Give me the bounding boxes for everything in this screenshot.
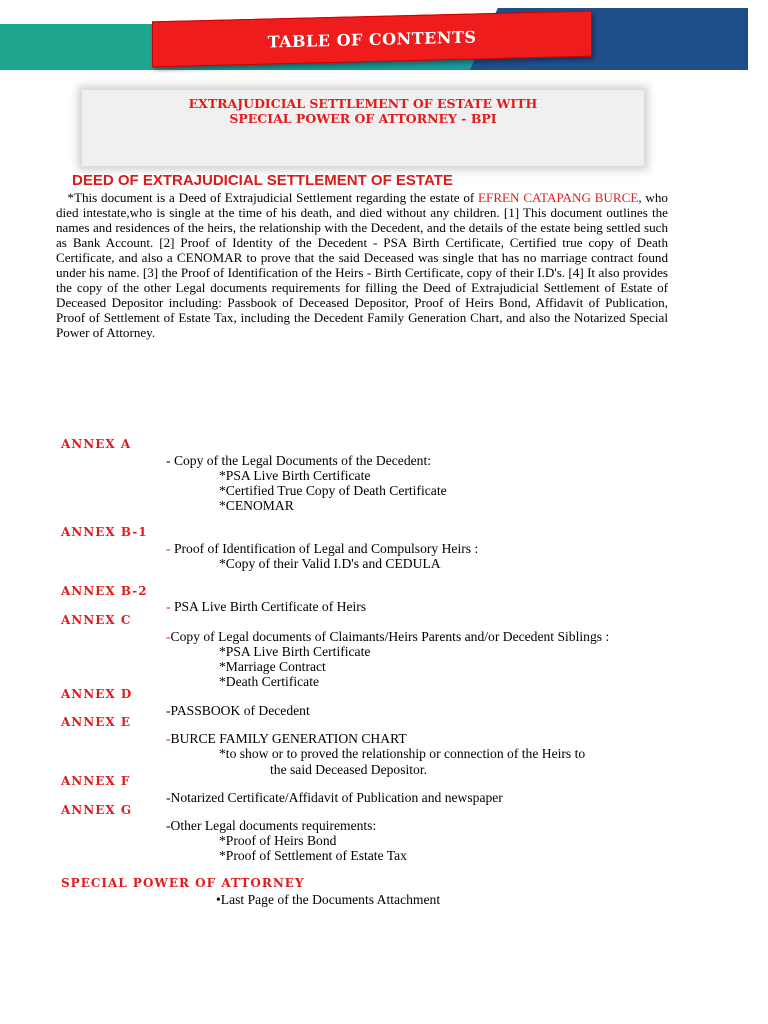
annex-b1-item-1: *Copy of their Valid I.D's and CEDULA bbox=[219, 556, 441, 571]
deed-heading: DEED OF EXTRAJUDICIAL SETTLEMENT OF ESTATE bbox=[72, 172, 453, 189]
annex-c-label: ANNEX C bbox=[61, 613, 132, 627]
annex-f-heading: -Notarized Certificate/Affidavit of Publication and newspaper bbox=[166, 790, 503, 805]
intro-paragraph bbox=[56, 190, 668, 340]
annex-b1-heading: - Proof of Identification of Legal and Compulsory Heirs : bbox=[166, 541, 479, 556]
page-title: TABLE OF CONTENTS bbox=[267, 26, 477, 52]
annex-a-item-3: *CENOMAR bbox=[219, 498, 294, 513]
decedent-name: EFREN CATAPANG BURCE bbox=[478, 190, 639, 205]
spa-label: SPECIAL POWER OF ATTORNEY bbox=[61, 876, 305, 890]
annex-g-item-2: *Proof of Settlement of Estate Tax bbox=[219, 848, 407, 863]
annex-d-heading: -PASSBOOK of Decedent bbox=[166, 703, 310, 718]
annex-g-label: ANNEX G bbox=[61, 803, 133, 817]
annex-b2-heading: - PSA Live Birth Certificate of Heirs bbox=[166, 599, 367, 614]
annex-a-item-1: *PSA Live Birth Certificate bbox=[219, 468, 371, 483]
annex-b1-label: ANNEX B-1 bbox=[61, 525, 148, 539]
annex-a-heading: - Copy of the Legal Documents of the Decedent: bbox=[166, 453, 432, 468]
annex-d-label: ANNEX D bbox=[61, 687, 133, 701]
estate-title-line-1: EXTRAJUDICIAL SETTLEMENT OF ESTATE WITH bbox=[188, 96, 538, 111]
header-banner-green bbox=[0, 24, 170, 70]
spa-item-1: •Last Page of the Documents Attachment bbox=[216, 892, 441, 907]
bullet-icon: • bbox=[216, 892, 221, 907]
annex-e-label: ANNEX E bbox=[61, 715, 132, 729]
annex-a-label: ANNEX A bbox=[61, 437, 132, 451]
estate-title-line-2: SPECIAL POWER OF ATTORNEY - BPI bbox=[229, 111, 497, 126]
estate-title bbox=[82, 96, 644, 126]
annex-e-item-1: *to show or to proved the relationship or connection of the Heirs to bbox=[219, 746, 586, 761]
annex-e-heading: -BURCE FAMILY GENERATION CHART bbox=[166, 731, 407, 746]
annex-g-heading: -Other Legal documents requirements: bbox=[166, 818, 377, 833]
annex-a-item-2: *Certified True Copy of Death Certificate bbox=[219, 483, 447, 498]
intro-part-1: *This document is a Deed of Extrajudicial Settlement regarding the estate of bbox=[67, 190, 479, 205]
annex-c-item-3: *Death Certificate bbox=[219, 674, 320, 689]
annex-b2-label: ANNEX B-2 bbox=[61, 584, 148, 598]
annex-c-item-1: *PSA Live Birth Certificate bbox=[219, 644, 371, 659]
annex-c-heading: -Copy of Legal documents of Claimants/Heirs Parents and/or Decedent Siblings : bbox=[166, 629, 610, 644]
annex-c-item-2: *Marriage Contract bbox=[219, 659, 326, 674]
annex-e-item-2: the said Deceased Depositor. bbox=[270, 762, 428, 777]
intro-part-2: , who died intestate,who is single at the time of his death, and died without any children. [1] This document outlines the names and residences of the heirs, the relationship with the Decedent, and the details of the estate being settled such as Bank Account. [2] Proof of Identity of the Decedent - PSA Birth Certificate, Certified true copy of Death Certificate, and also a CENOMAR to prove that the said Deceased was single that has no marriage contract found under his name. [3] the Proof of Identification of the Heirs - Birth Certificate, copy of their I.D's. [4] It also provides the copy of the other Legal documents requirements for filling the Deed of Extrajudicial Settlement of Estate of Deceased Depositor including: Passbook of Deceased Depositor, Proof of Heirs Bond, Affidavit of Publication, Proof of Settlement of Estate Tax, including the Decedent Family Generation Chart, and also the Notarized Special Power of Attorney. bbox=[56, 190, 668, 340]
annex-g-item-1: *Proof of Heirs Bond bbox=[219, 833, 337, 848]
annex-f-label: ANNEX F bbox=[61, 774, 131, 788]
